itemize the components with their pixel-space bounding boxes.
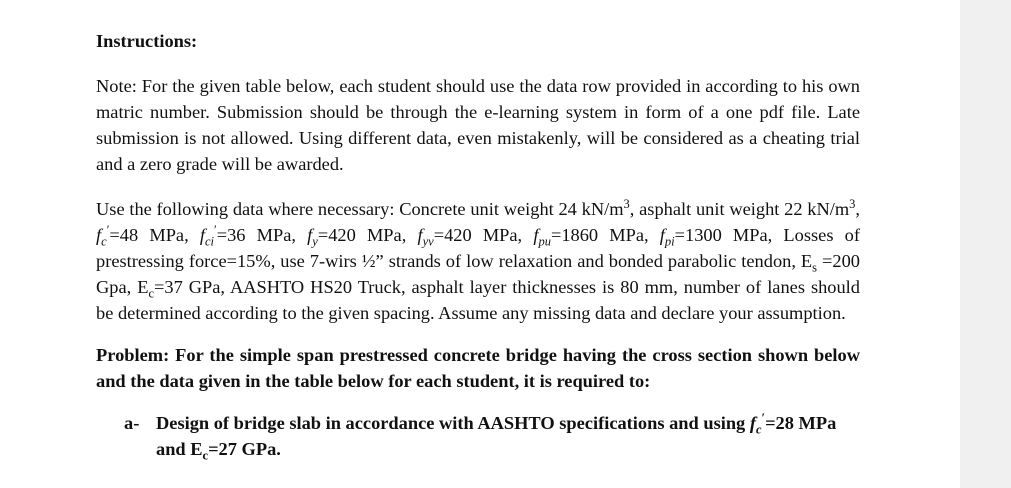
note-paragraph: Note: For the given table below, each student should use the data row provided in according to his own matric number. Submission should be through the e-learning system in form of a one pdf file. Late submission is not allowed. Using different data, even mistakenly, will be considered as a cheating trial and a zero grade will be awarded. (96, 76, 860, 174)
fy-subscript-text: y (312, 234, 318, 249)
task-ec-value: =27 GPa. (208, 439, 281, 459)
ec-value: =37 GPa, AASHTO HS20 Truck, asphalt layer thicknesses is 80 mm, number of lanes should be determined according to the given spacing. Assume any missing data and declare your assumption. (96, 277, 860, 323)
fy-value: =420 MPa, (317, 225, 418, 245)
fc-subscript-text: c (755, 422, 762, 437)
unit-exponent: 3 (623, 196, 630, 211)
fci-subscript-text: ci (204, 234, 214, 249)
side-panel (960, 0, 1011, 488)
fyv-subscript-text: yv (422, 234, 434, 249)
fpu-subscript-text: pu (538, 234, 551, 249)
fpi-symbol: f (659, 225, 665, 245)
fc-subscript-text: c (101, 234, 107, 249)
fci-prime: ′ (214, 222, 217, 237)
task-text: Design of bridge slab in accordance with AASHTO specifications and using (156, 413, 750, 433)
fc-symbol: f (749, 413, 756, 433)
fpi-subscript (665, 235, 675, 249)
data-paragraph (96, 196, 860, 326)
fyv-value: =420 MPa, (433, 225, 534, 245)
fpu-subscript (538, 235, 551, 249)
fc-prime: ′ (761, 410, 766, 425)
fpu-symbol: f (533, 225, 539, 245)
task-fc-value: =28 MPa and E (156, 413, 837, 459)
document-content (96, 28, 860, 462)
data-intro: Use the following data where necessary: Concrete unit weight 24 kN/m (96, 199, 624, 219)
fyv-symbol: f (417, 225, 423, 245)
fpi-subscript-text: pi (664, 234, 675, 249)
es-value: =200 Gpa, E (96, 251, 860, 297)
asphalt-text: , asphalt unit weight 22 kN/m (629, 199, 850, 219)
separator: , (855, 199, 861, 219)
fci-value: =36 MPa, (216, 225, 308, 245)
ec-subscript: c (202, 448, 209, 463)
fc-value: =48 MPa, (109, 225, 200, 245)
fy-symbol: f (307, 225, 313, 245)
fc-prime: ′ (106, 222, 110, 237)
instructions-heading: Instructions: (96, 31, 198, 51)
task-item (96, 410, 860, 462)
unit-exponent: 3 (849, 196, 856, 211)
problem-statement: Problem: For the simple span prestressed concrete bridge having the cross section shown below and the data given in the table below for each student, it is required to: (96, 345, 860, 391)
ec-subscript: c (148, 286, 154, 301)
fc-symbol: f (96, 225, 102, 245)
fpi-value: =1300 MPa, Losses of prestressing force=15%, use 7-wirs ½” strands of low relaxation and bonded parabolic tendon, E (96, 225, 860, 271)
es-subscript: s (812, 260, 818, 275)
task-marker: a- (124, 413, 140, 433)
fci-symbol: f (199, 225, 205, 245)
fyv-subscript (423, 235, 434, 249)
fpu-value: =1860 MPa, (550, 225, 660, 245)
fci-subscript (205, 235, 214, 249)
